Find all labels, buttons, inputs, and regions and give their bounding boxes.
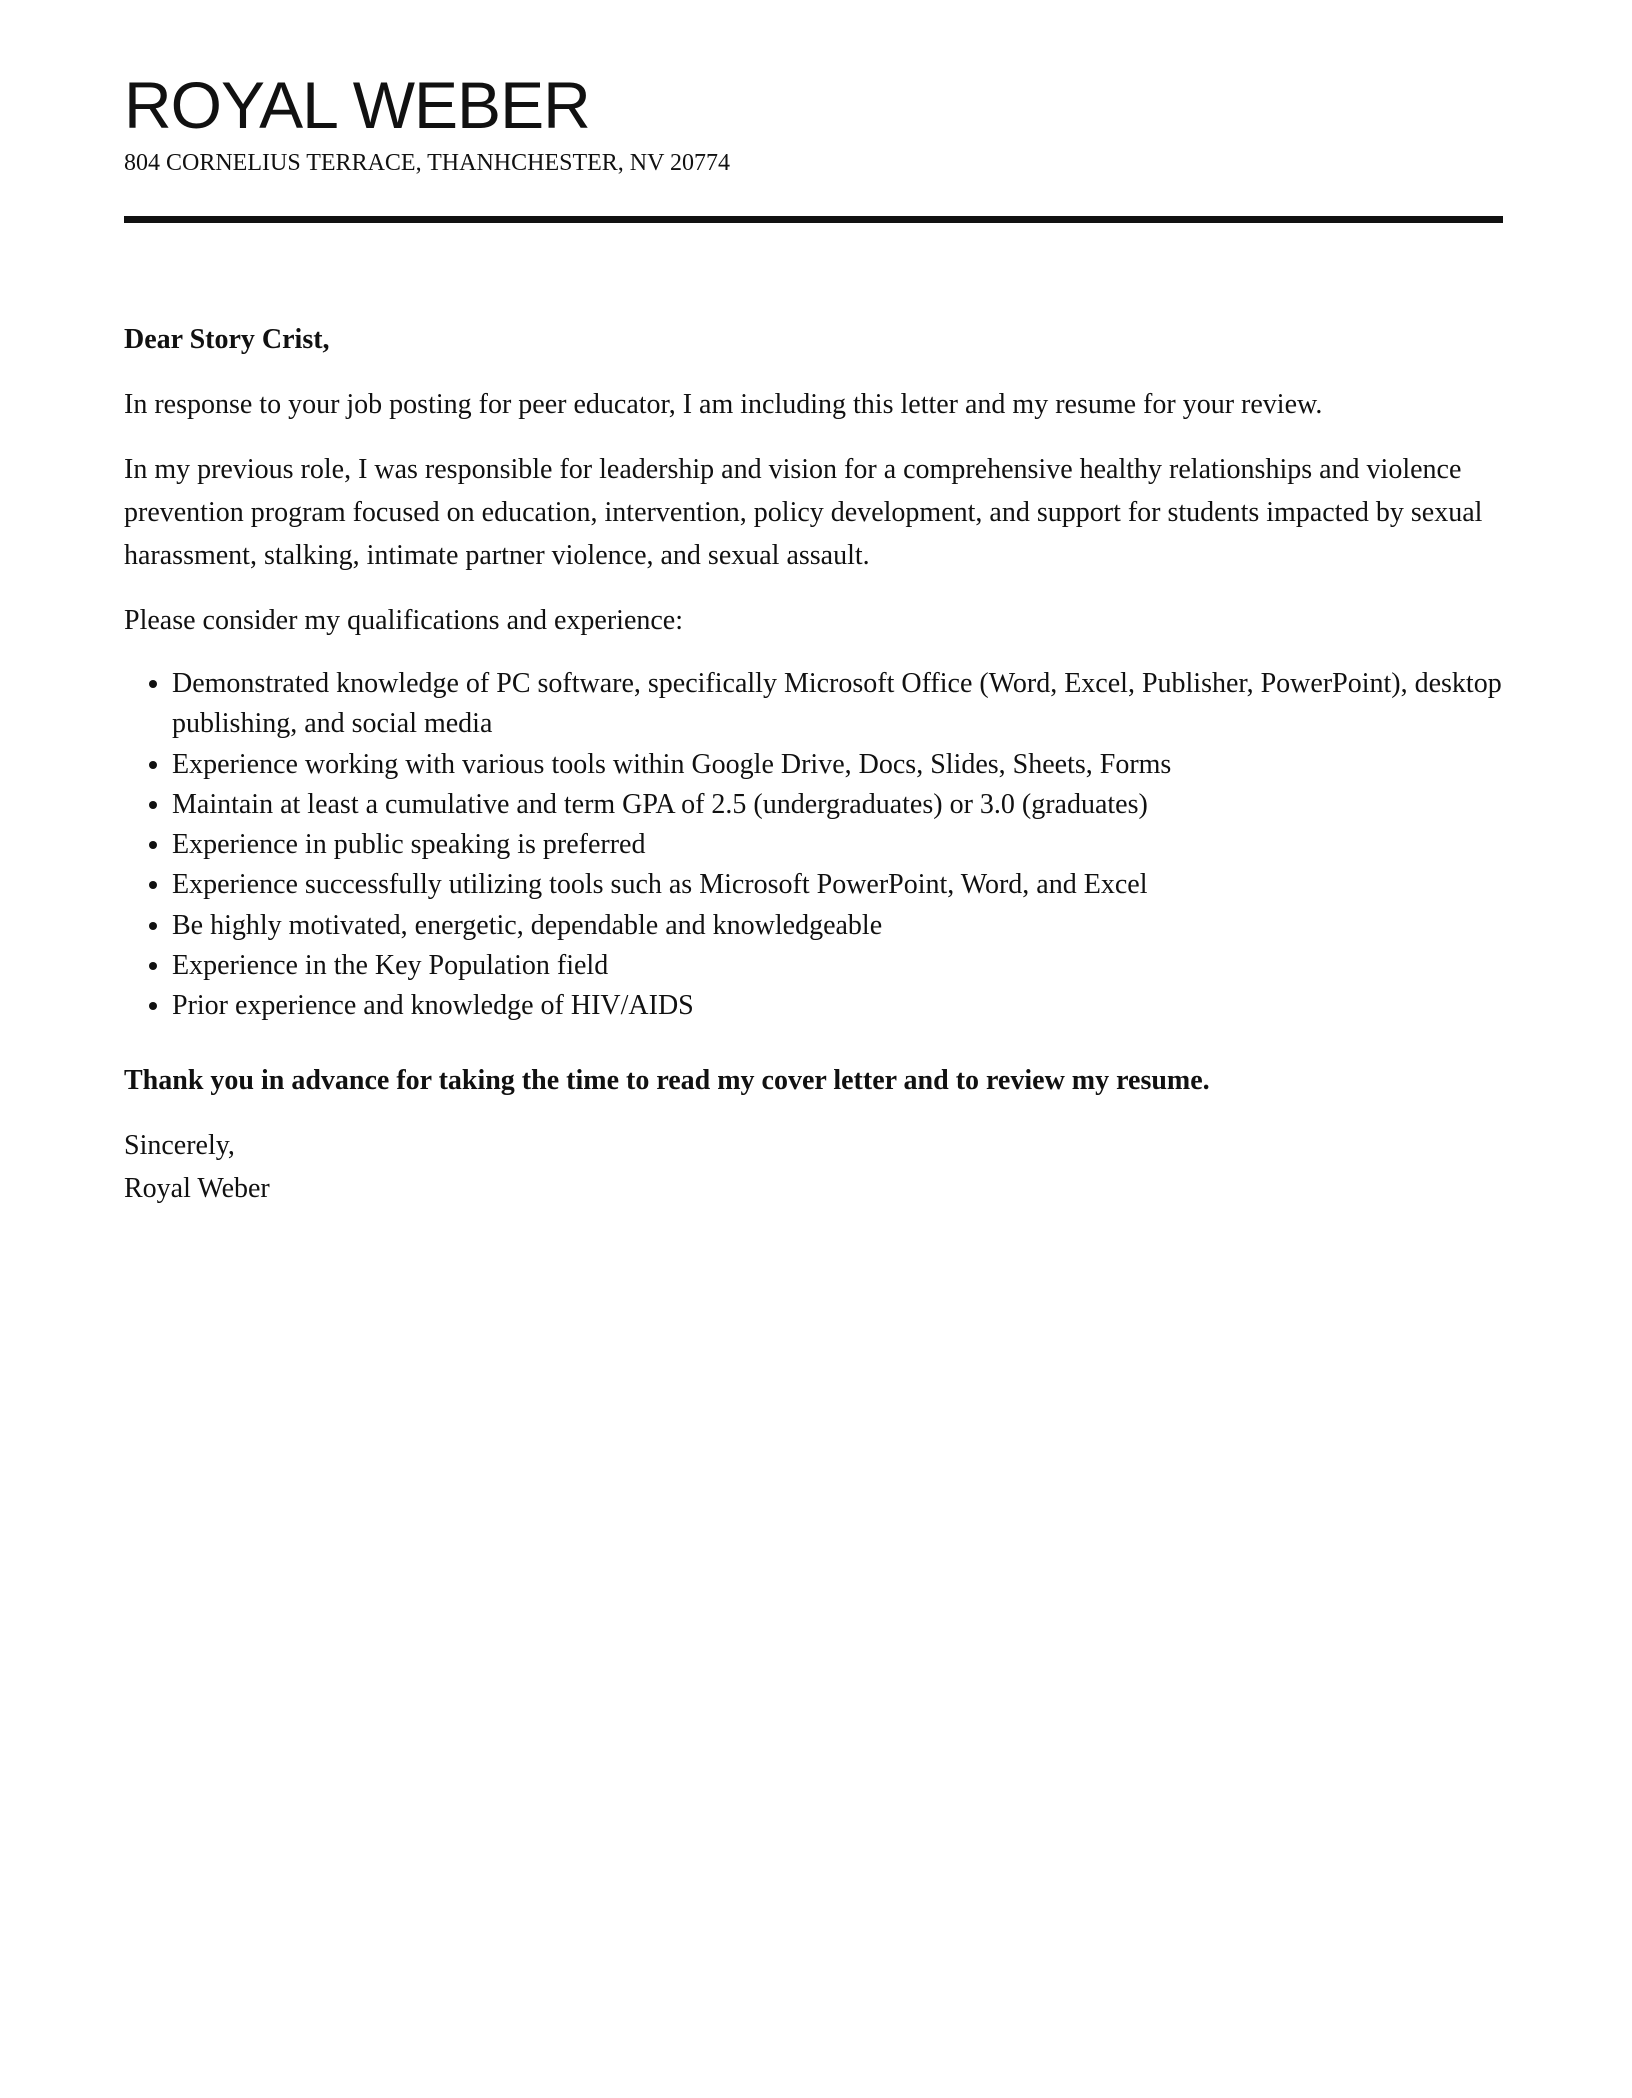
paragraph-qualifications-intro: Please consider my qualifications and experience: bbox=[124, 605, 684, 636]
list-item: • Experience working with various tools within Google Drive, Docs, Slides, Sheets, Forms bbox=[172, 745, 1503, 785]
list-item: • Experience in the Key Population field bbox=[172, 946, 1503, 986]
applicant-name: ROYAL WEBER bbox=[124, 68, 590, 142]
list-item: • Maintain at least a cumulative and term GPA of 2.5 (undergraduates) or 3.0 (graduates) bbox=[172, 785, 1503, 825]
list-item: • Prior experience and knowledge of HIV/AIDS bbox=[172, 986, 1503, 1026]
closing-statement: Thank you in advance for taking the time to read my cover letter and to review my resume. bbox=[124, 1064, 1210, 1096]
cover-letter-page bbox=[124, 0, 1503, 1210]
paragraph-experience: In my previous role, I was responsible for leadership and vision for a comprehensive healthy relationships and violence prevention program focused on education, intervention, policy development, and support for students impacted by sexual harassment, stalking, intimate partner violence, and sexual assault. bbox=[124, 454, 1483, 571]
qualifications-list bbox=[124, 664, 1503, 1027]
paragraph-intro: In response to your job posting for peer educator, I am including this letter and my resume for your review. bbox=[124, 389, 1323, 420]
letter-body bbox=[124, 318, 1503, 1210]
list-item: • Experience in public speaking is preferred bbox=[172, 825, 1503, 865]
list-item: • Experience successfully utilizing tools such as Microsoft PowerPoint, Word, and Excel bbox=[172, 865, 1503, 905]
list-item: • Demonstrated knowledge of PC software, specifically Microsoft Office (Word, Excel, Publisher, PowerPoint), desktop publishing, and social media bbox=[172, 664, 1503, 745]
signoff: Sincerely, bbox=[124, 1129, 235, 1161]
header-divider bbox=[124, 216, 1503, 223]
signature: Royal Weber bbox=[124, 1172, 270, 1204]
applicant-address: 804 CORNELIUS TERRACE, THANHCHESTER, NV 20774 bbox=[124, 150, 731, 176]
greeting: Dear Story Crist, bbox=[124, 324, 330, 355]
list-item: • Be highly motivated, energetic, dependable and knowledgeable bbox=[172, 906, 1503, 946]
